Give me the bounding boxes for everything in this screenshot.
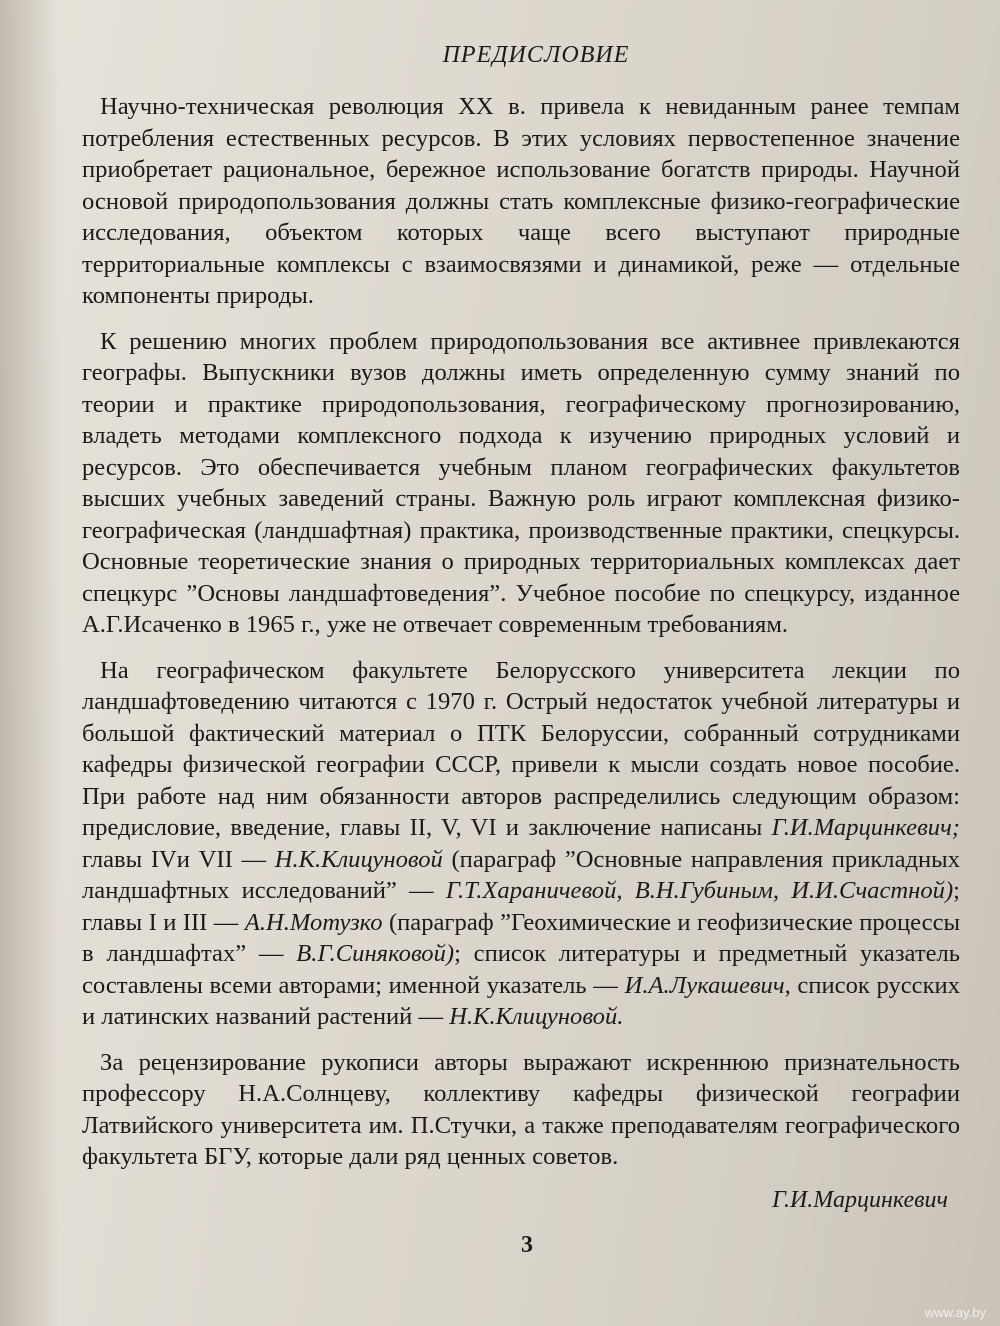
author-motuzko: А.Н.Мотузко	[244, 908, 383, 936]
page-number: 3	[521, 1231, 533, 1258]
paragraph-3-text-3: (параграф ”Основные направления прикладных ландшафтных исследований” —	[82, 845, 960, 904]
paragraph-3-text-2: главы IVи VII —	[82, 845, 275, 873]
signature: Г.И.Марцинкевич	[772, 1186, 948, 1213]
paragraph-3-text-1: На географическом факультете Белорусского университета лекции по ландшафтоведению читаются с 1970 г. Острый недостаток учебной литературы и большой фактический материал о ПТК Белоруссии, собранный сотрудниками кафедры физической географии СССР, привели к мысли создать новое пособие. При работе над ним обязанности авторов распределились следующим образом: предисловие, введение, главы II, V, VI и заключение написаны	[82, 656, 960, 841]
spine-shadow	[0, 0, 60, 1326]
paragraph-3	[82, 655, 960, 1033]
paragraph-3-text-6: ; список литературы и предметный указатель составлены всеми авторами; именной указатель —	[82, 940, 960, 999]
paragraph-1: Научно-техническая революция XX в. привела к невиданным ранее темпам потребления естественных ресурсов. В этих условиях первостепенное значение приобретает рациональное, бережное использование богатств природы. Научной основой природопользования должны стать комплексные физико-географические исследования, объектом которых чаще всего выступают природные территориальные комплексы с взаимосвязями и динамикой, реже — отдельные компоненты природы.	[82, 93, 960, 309]
paragraph-3-text-4: ; главы I и III —	[82, 877, 960, 936]
paragraph-3-text-7: , список русских и латинских названий растений —	[82, 971, 960, 1030]
watermark: www.ay.by	[924, 1305, 986, 1320]
author-sinyakova: В.Г.Синяковой)	[296, 940, 455, 967]
authors-group: Г.Т.Хараничевой, В.Н.Губиным, И.И.Счастной)	[445, 877, 954, 904]
author-marcinkevich: Г.И.Марцинкевич;	[771, 814, 960, 841]
paragraph-3-text-5: (параграф ”Геохимические и геофизические процессы в ландшафтах” —	[82, 908, 961, 967]
author-lukashevich: И.А.Лукашевич	[624, 971, 785, 999]
author-klicunova-2: Н.К.Клицуновой.	[449, 1003, 624, 1030]
page-title: ПРЕДИСЛОВИЕ	[442, 42, 630, 68]
paragraph-4: За рецензирование рукописи авторы выражают искреннюю признательность профессору Н.А.Солнцеву, коллективу кафедры физической географии Латвийского университета им. П.Стучки, а также преподавателям географического факультета БГУ, которые дали ряд ценных советов.	[82, 1048, 960, 1170]
author-klicunova: Н.К.Клицуновой	[274, 845, 443, 873]
paragraph-2: К решению многих проблем природопользования все активнее привлекаются географы. Выпускники вузов должны иметь определенную сумму знаний по теории и практике природопользования, географическому прогнозированию, владеть методами комплексного подхода к изучению природных условий и ресурсов. Это обеспечивается учебным планом географических факультетов высших учебных заведений страны. Важную роль играют комплексная физико-географическая (ландшафтная) практика, производственные практики, спецкурсы. Основные теоретические знания о природных территориальных комплексах дает спецкурс ”Основы ландшафтоведения”. Учебное пособие по спецкурсу, изданное А.Г.Исаченко в 1965 г., уже не отвечает современным требованиям.	[82, 327, 960, 638]
